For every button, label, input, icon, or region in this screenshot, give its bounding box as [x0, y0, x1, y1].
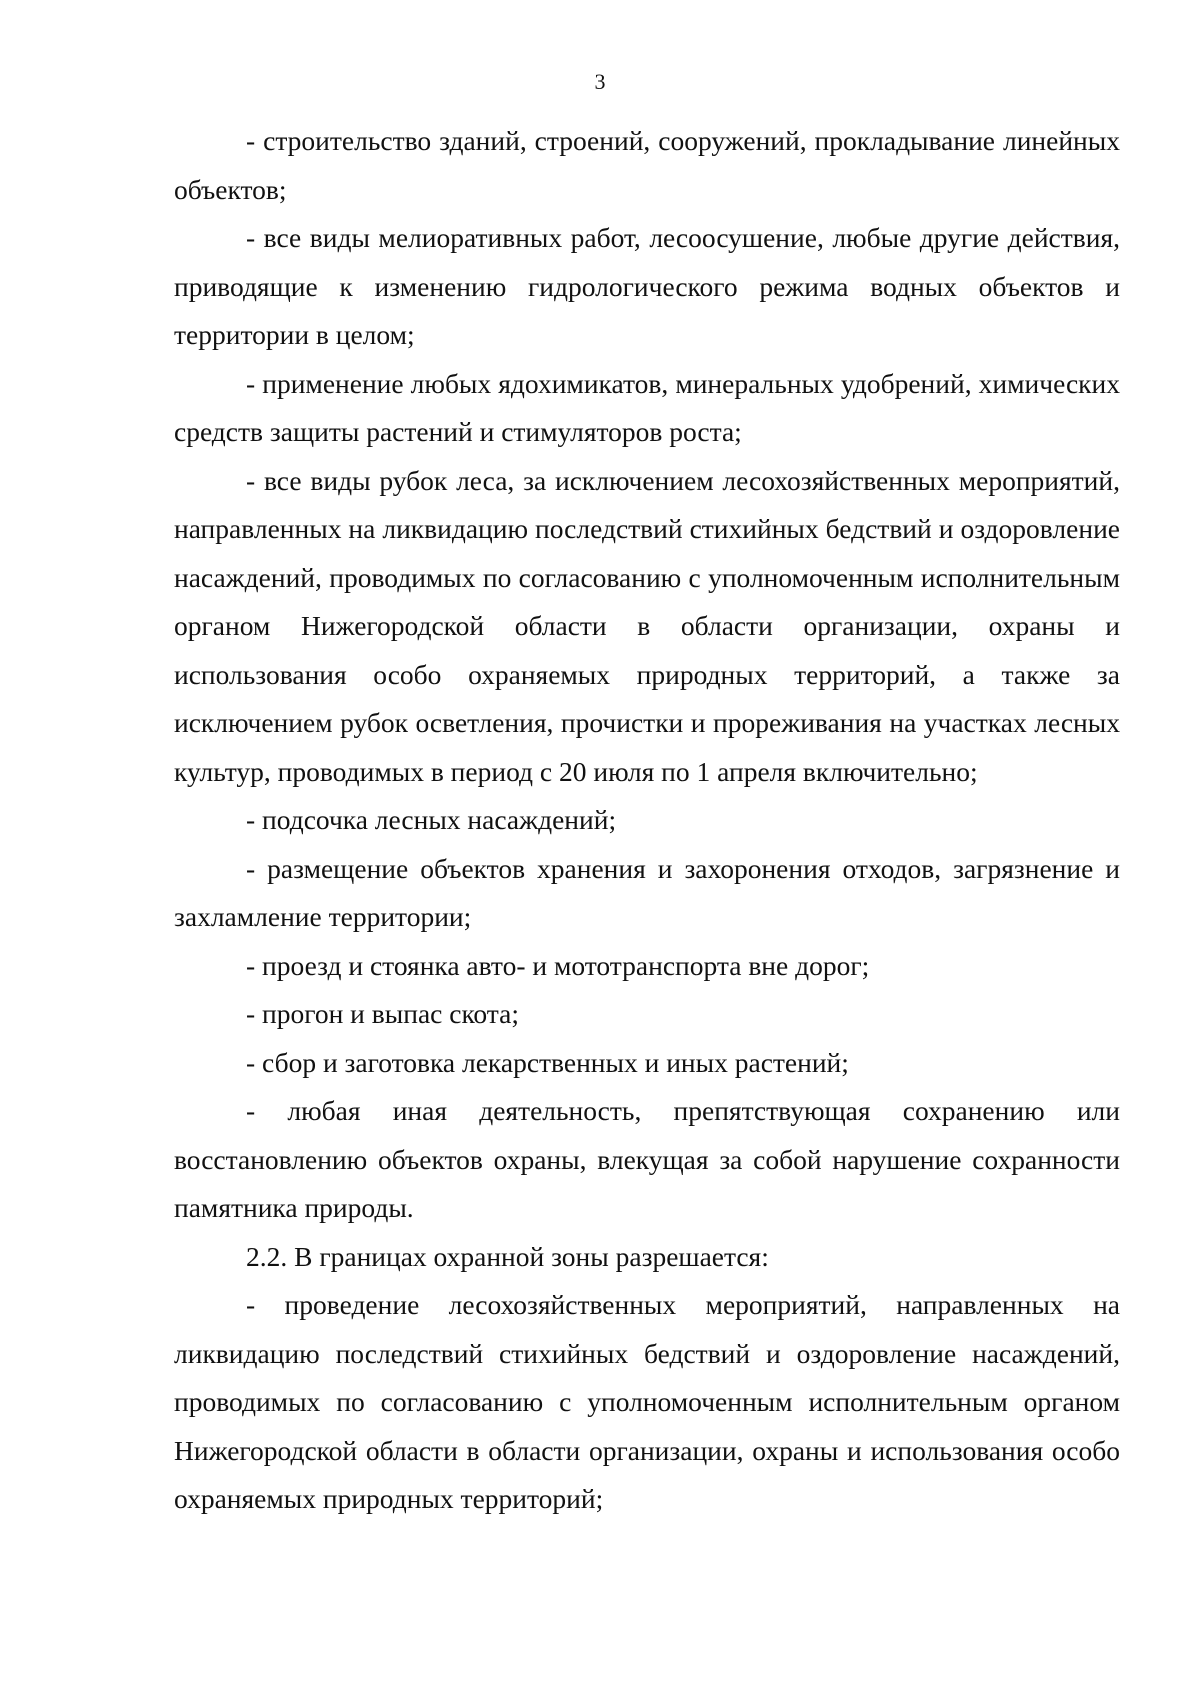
list-item-plant-collection: - сбор и заготовка лекарственных и иных растений; [246, 1046, 849, 1078]
list-item-vehicles: - проезд и стоянка авто- и мототранспорта вне дорог; [246, 949, 870, 981]
list-item-grazing: - прогон и выпас скота; [246, 998, 519, 1029]
list-item-forestry-measures: - проведение лесохозяйственных мероприятий, направленных на ликвидацию последствий стихийных бедствий и оздоровление насаждений, проводимых по согласованию с уполномоченным исполнительным органом Нижегородской области в области организации, охраны и использования особо охраняемых природных территорий; [174, 1289, 1120, 1514]
list-item-tapping: - подсочка лесных насаждений; [246, 804, 617, 835]
document-body [174, 117, 1120, 1524]
list-item-other-activity: - любая иная деятельность, препятствующая сохранению или восстановлению объектов охраны, влекущая за собой нарушение сохранности памятника природы. [174, 1095, 1120, 1223]
page-number: 3 [594, 69, 606, 94]
list-item-melioration: - все виды мелиоративных работ, лесоосушение, любые другие действия, приводящие к изменению гидрологического режима водных объектов и территории в целом; [174, 222, 1120, 350]
list-item-waste: - размещение объектов хранения и захоронения отходов, загрязнение и захламление территории; [174, 852, 1120, 932]
list-item-construction: - строительство зданий, строений, сооружений, прокладывание линейных объектов; [174, 125, 1120, 205]
section-heading-2-2: 2.2. В границах охранной зоны разрешается: [246, 1240, 769, 1272]
list-item-chemicals: - применение любых ядохимикатов, минеральных удобрений, химических средств защиты растений и стимуляторов роста; [174, 367, 1120, 447]
list-item-logging: - все виды рубок леса, за исключением лесохозяйственных мероприятий, направленных на ликвидацию последствий стихийных бедствий и оздоровление насаждений, проводимых по согласованию с уполномоченным исполнительным органом Нижегородской области в области организации, охраны и использования особо охраняемых природных территорий, а также за исключением рубок осветления, прочистки и прореживания на участках лесных культур, проводимых в период с 20 июля по 1 апреля включительно; [174, 464, 1120, 787]
